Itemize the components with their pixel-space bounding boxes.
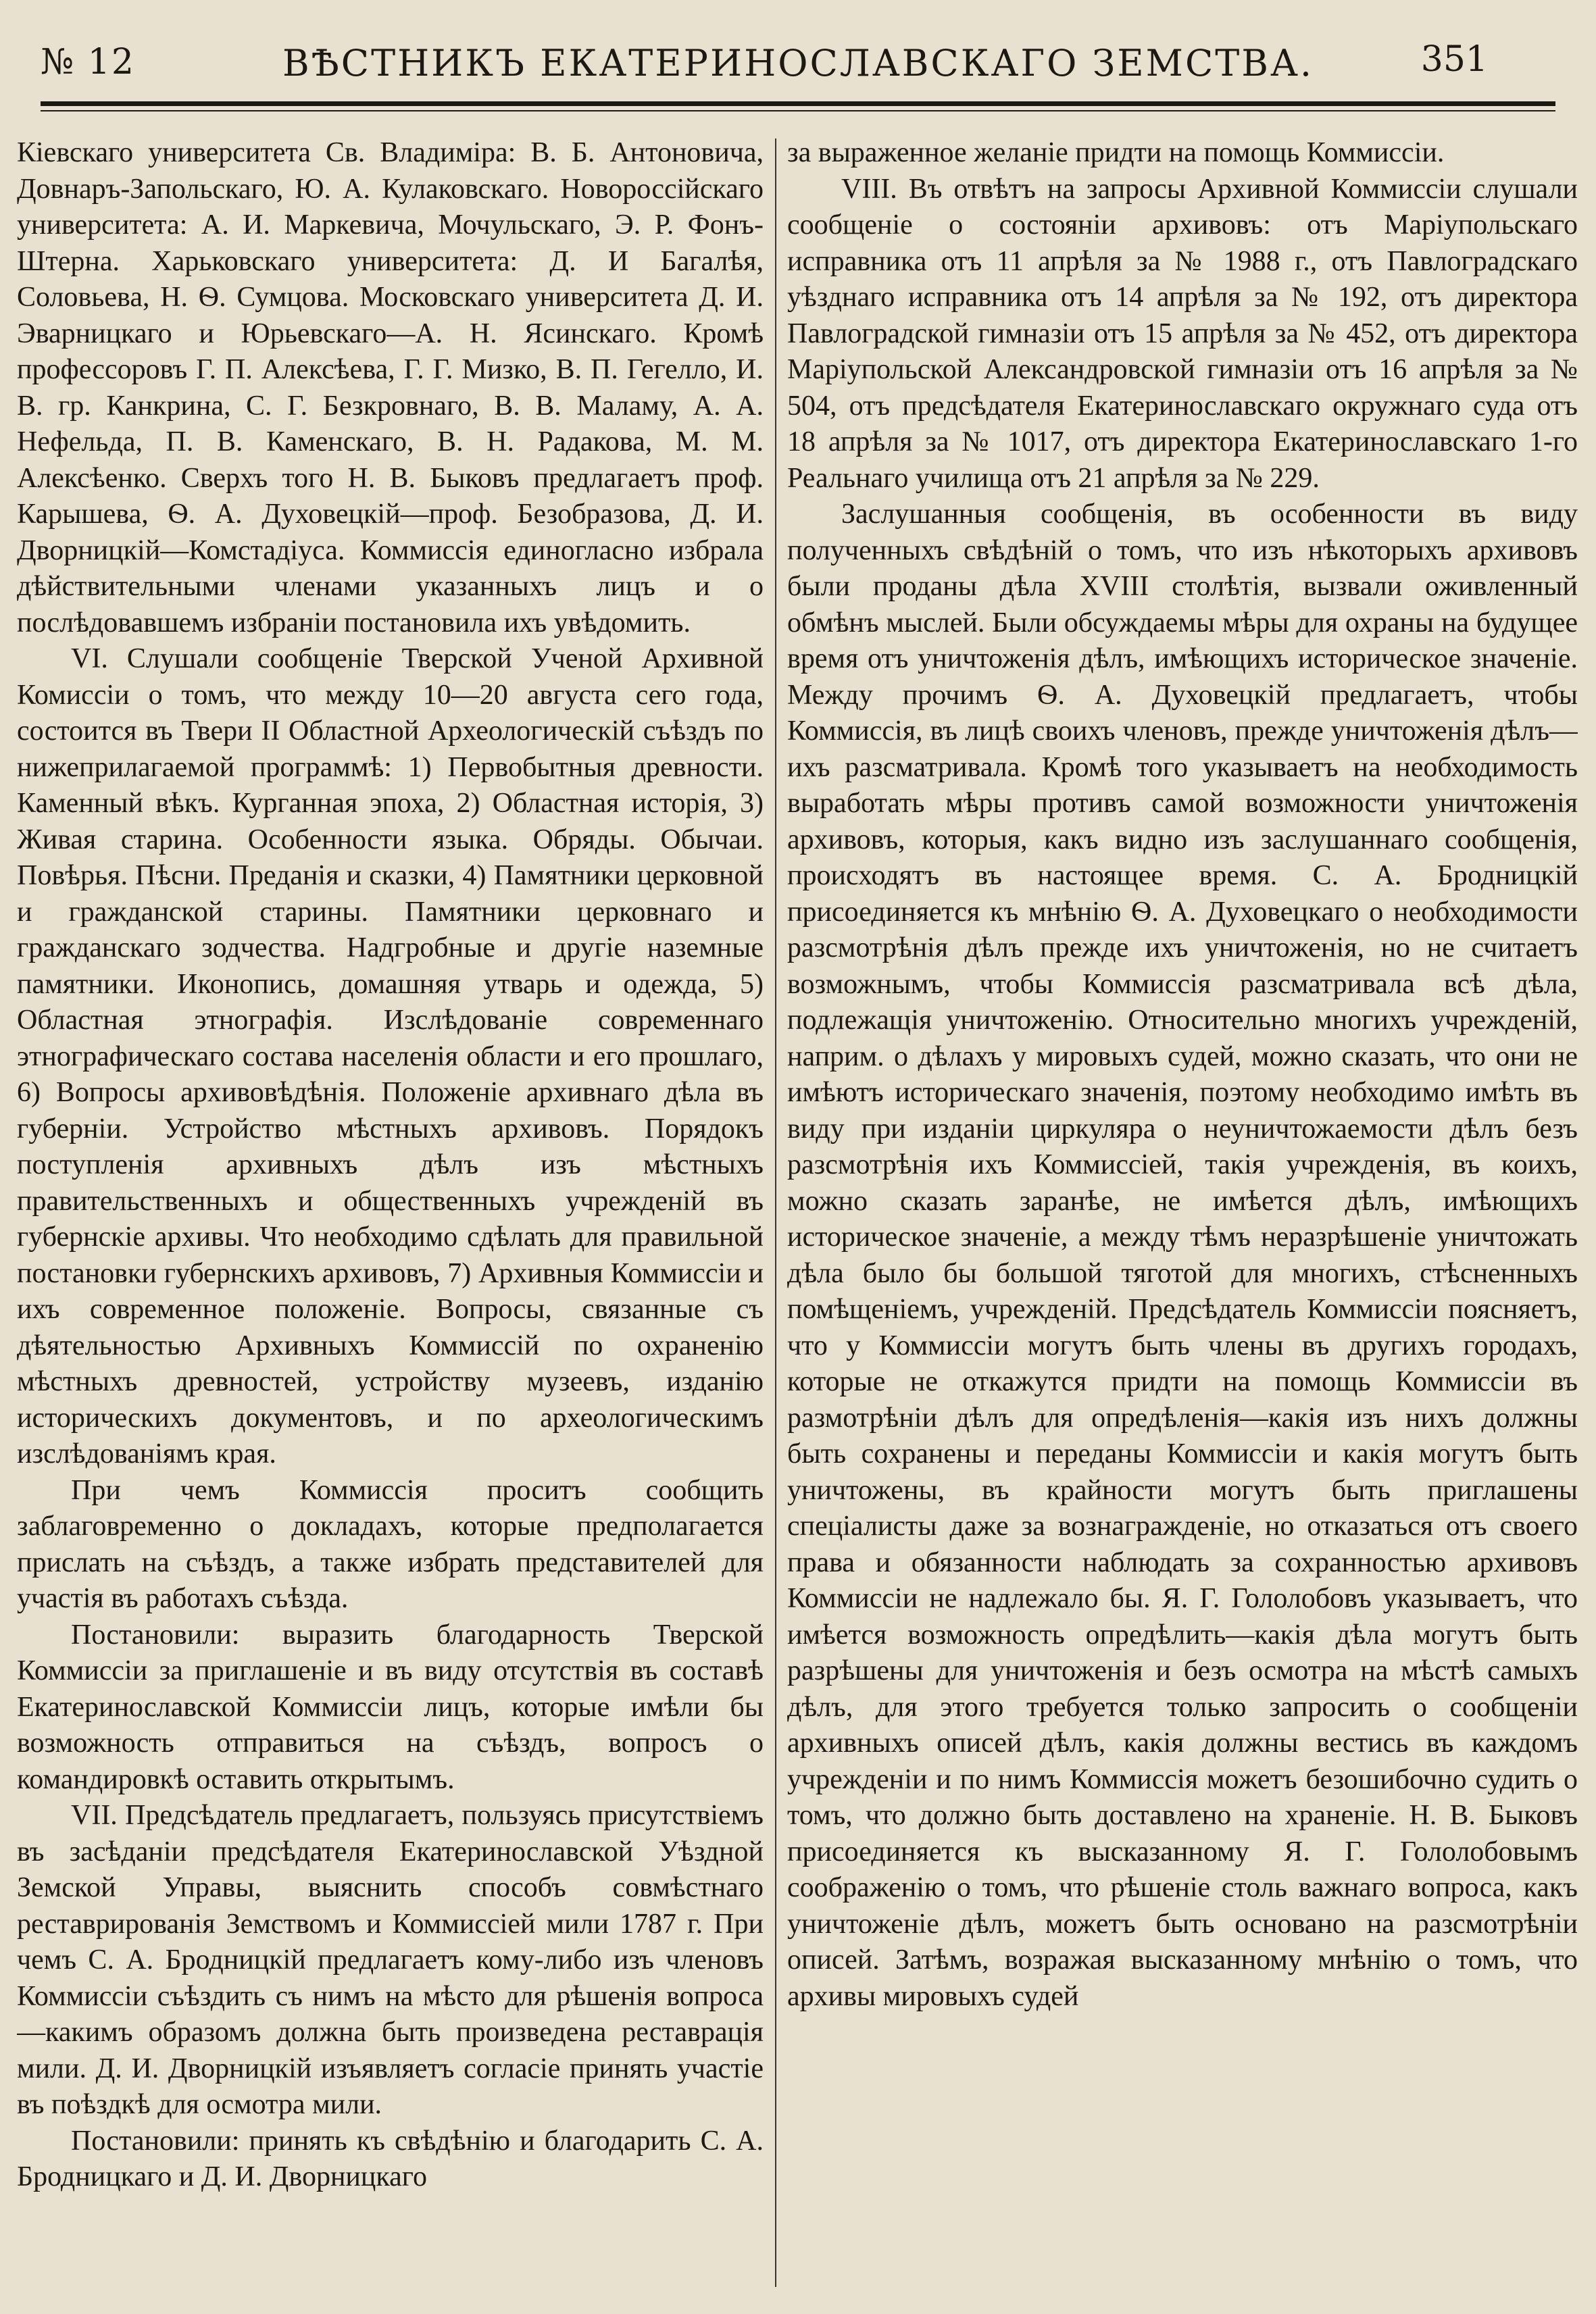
paragraph: VIII. Въ отвѣтъ на запросы Архивной Коммиссіи слушали сообщеніе о состояніи архивовъ: отъ Маріупольскаго исправника отъ 11 апрѣля за № 1988 г., отъ Павлоградскаго уѣзднаго исправника отъ 14 апрѣля за № 192, отъ директора Павлоградской гимназіи отъ 15 апрѣля за № 452, отъ директора Маріупольской Александровской гимназіи отъ 16 апрѣля за № 504, отъ предсѣдателя Екатеринославскаго окружнаго суда отъ 18 апрѣля за № 1017, отъ директора Екатеринославскаго 1-го Реальнаго училища отъ 21 апрѣля за № 229. (787, 173, 1578, 494)
paragraph: за выраженное желаніе придти на помощь Коммиссіи. (787, 137, 1445, 168)
paragraph: VII. Предсѣдатель предлагаетъ, пользуясь присутствіемъ въ засѣданіи предсѣдателя Екатеринославской Уѣздной Земской Управы, выяснить способъ совмѣстнаго реставрированія Земствомъ и Коммиссіей мили 1787 г. При чемъ С. А. Бродницкій предлагаетъ кому-либо изъ членовъ Коммиссіи съѣздить съ нимъ на мѣсто для рѣшенія вопроса—какимъ образомъ должна быть произведена реставрація мили. Д. И. Дворницкій изъявляетъ согласіе принять участіе въ поѣздкѣ для осмотра мили. (17, 1800, 764, 2120)
paragraph: При чемъ Коммиссія проситъ сообщить заблаговременно о докладахъ, которые предполагается прислать на съѣздъ, а также избрать представителей для участія въ работахъ съѣзда. (17, 1474, 764, 1614)
journal-title: ВѢСТНИКЪ ЕКАТЕРИНОСЛАВСКАГО ЗЕМСТВА. (282, 42, 1314, 84)
right-column (787, 135, 1578, 2287)
header-rule-thin (41, 110, 1555, 111)
paragraph: Постановили: принять къ свѣдѣнію и благодарить С. А. Бродницкаго и Д. И. Дворницкаго (17, 2125, 764, 2192)
running-header (41, 34, 1555, 84)
page-number: 351 (1420, 39, 1488, 80)
issue-number: № 12 (41, 42, 135, 82)
header-rule-thick (41, 101, 1555, 106)
paragraph: VI. Слушали сообщеніе Тверской Ученой Архивной Комиссіи о томъ, что между 10—20 августа сего года, состоится въ Твери II Областной Археологическій съѣздъ по нижеприлагаемой программѣ: 1) Первобытныя древности. Каменный вѣкъ. Курганная эпоха, 2) Областная исторія, 3) Живая старина. Особенности языка. Обряды. Обычаи. Повѣрья. Пѣсни. Преданія и сказки, 4) Памятники церковной и гражданской старины. Памятники церковнаго и гражданскаго зодчества. Надгробные и другіе наземные памятники. Иконопись, домашняя утварь и одежда, 5) Областная этнографія. Изслѣдованіе современнаго этнографическаго состава населенія области и его прошлаго, 6) Вопросы архивовѣдѣнія. Положеніе архивнаго дѣла въ губерніи. Устройство мѣстныхъ архивовъ. Порядокъ поступленія архивныхъ дѣлъ изъ мѣстныхъ правительственныхъ и общественныхъ учрежденій въ губернскіе архивы. Что необходимо сдѣлать для правильной постановки губернскихъ архивовъ, 7) Архивныя Коммиссіи и ихъ современное положеніе. Вопросы, связанные съ дѣятельностью Архивныхъ Коммиссій по охраненію мѣстныхъ древностей, устройству музеевъ, изданію историческихъ документовъ, и по археологическимъ изслѣдованіямъ края. (17, 643, 764, 1469)
paragraph: Заслушанныя сообщенія, въ особенности въ виду полученныхъ свѣдѣній о томъ, что изъ нѣкоторыхъ архивовъ были проданы дѣла XVIII столѣтія, вызвали оживленный обмѣнъ мыслей. Были обсуждаемы мѣры для охраны на будущее время отъ уничтоженія дѣлъ, имѣющихъ историческое значеніе. Между прочимъ Ѳ. А. Духовецкій предлагаетъ, чтобы Коммиссія, въ лицѣ своихъ членовъ, прежде уничтоженія дѣлъ—ихъ разсматривала. Кромѣ того указываетъ на необходимость выработать мѣры противъ самой возможности уничтоженія архивовъ, которыя, какъ видно изъ заслушаннаго сообщенія, происходятъ въ настоящее время. С. А. Бродницкій присоединяется къ мнѣнію Ѳ. А. Духовецкаго о необходимости разсмотрѣнія дѣлъ прежде ихъ уничтоженія, но не считаетъ возможнымъ, чтобы Коммиссія разсматривала всѣ дѣла, подлежащія уничтоженію. Относительно многихъ учрежденій, наприм. о дѣлахъ у мировыхъ судей, можно сказать, что они не имѣютъ историческаго значенія, поэтому необходимо имѣть въ виду при изданіи циркуляра о неуничтожаемости дѣлъ безъ разсмотрѣнія ихъ Коммиссіей, такія учрежденія, въ коихъ, можно сказать заранѣе, не имѣется дѣлъ, имѣющихъ историческое значеніе, а между тѣмъ неразрѣшеніе уничтожать дѣла было бы большой тяготой для многихъ, стѣсненныхъ помѣщеніемъ, учрежденій. Предсѣдатель Коммиссіи поясняетъ, что у Коммиссіи могутъ быть члены въ другихъ городахъ, которые не откажутся придти на помощь Коммиссіи въ размотрѣніи дѣлъ для опредѣленія—какія изъ нихъ должны быть сохранены и переданы Коммиссіи и какія могутъ быть уничтожены, въ крайности могутъ быть приглашены спеціалисты даже за вознагражденіе, но отказаться отъ своего права и обязанности наблюдать за сохранностью архивовъ Коммиссіи не надлежало бы. Я. Г. Гололобовъ указываетъ, что имѣется возможность опредѣлить—какія дѣла могутъ быть разрѣшены для уничтоженія и безъ осмотра на мѣстѣ самыхъ дѣлъ, для этого требуется только запросить о сообщеніи архивныхъ описей дѣлъ, какія должны вестись въ каждомъ учрежденіи и по нимъ Коммиссія можетъ безошибочно судить о томъ, что должно быть доставлено на храненіе. Н. В. Быковъ присоединяется къ высказанному Я. Г. Гололобовымъ соображенію о томъ, что рѣшеніе столь важнаго вопроса, какъ уничтоженіе дѣлъ, можетъ быть основано на разсмотрѣніи описей. Затѣмъ, возражая высказанному мнѣнію о томъ, что архивы мировыхъ судей (787, 499, 1578, 2012)
column-divider (775, 139, 776, 2287)
paragraph: Кіевскаго университета Св. Владиміра: В. Б. Антоновича, Довнаръ-Запольскаго, Ю. А. Кулаковскаго. Новороссійскаго университета: А. И. Маркевича, Мочульскаго, Э. Р. Фонъ-Штерна. Харьковскаго университета: Д. И Багалѣя, Соловьева, Н. Ѳ. Сумцова. Московскаго университета Д. И. Эварницкаго и Юрьевскаго—А. Н. Ясинскаго. Кромѣ профессоровъ Г. П. Алексѣева, Г. Г. Мизко, В. П. Гегелло, И. В. гр. Канкрина, С. Г. Безкровнаго, В. В. Маламу, А. А. Нефельда, П. В. Каменскаго, В. Н. Радакова, М. М. Алексѣенко. Сверхъ того Н. В. Быковъ предлагаетъ проф. Карышева, Ѳ. А. Духовецкій—проф. Безобразова, Д. И. Дворницкій—Комстадіуса. Коммиссія единогласно избрала дѣйствительными членами указанныхъ лицъ и о послѣдовавшемъ избраніи постановила ихъ увѣдомить. (17, 137, 764, 638)
left-column (17, 135, 764, 2287)
paragraph: Постановили: выразить благодарность Тверской Коммиссіи за приглашеніе и въ виду отсутствія въ составѣ Екатеринославской Коммиссіи лицъ, которые имѣли бы возможность отправиться на съѣздъ, вопросъ о командировкѣ оставить открытымъ. (17, 1619, 764, 1795)
